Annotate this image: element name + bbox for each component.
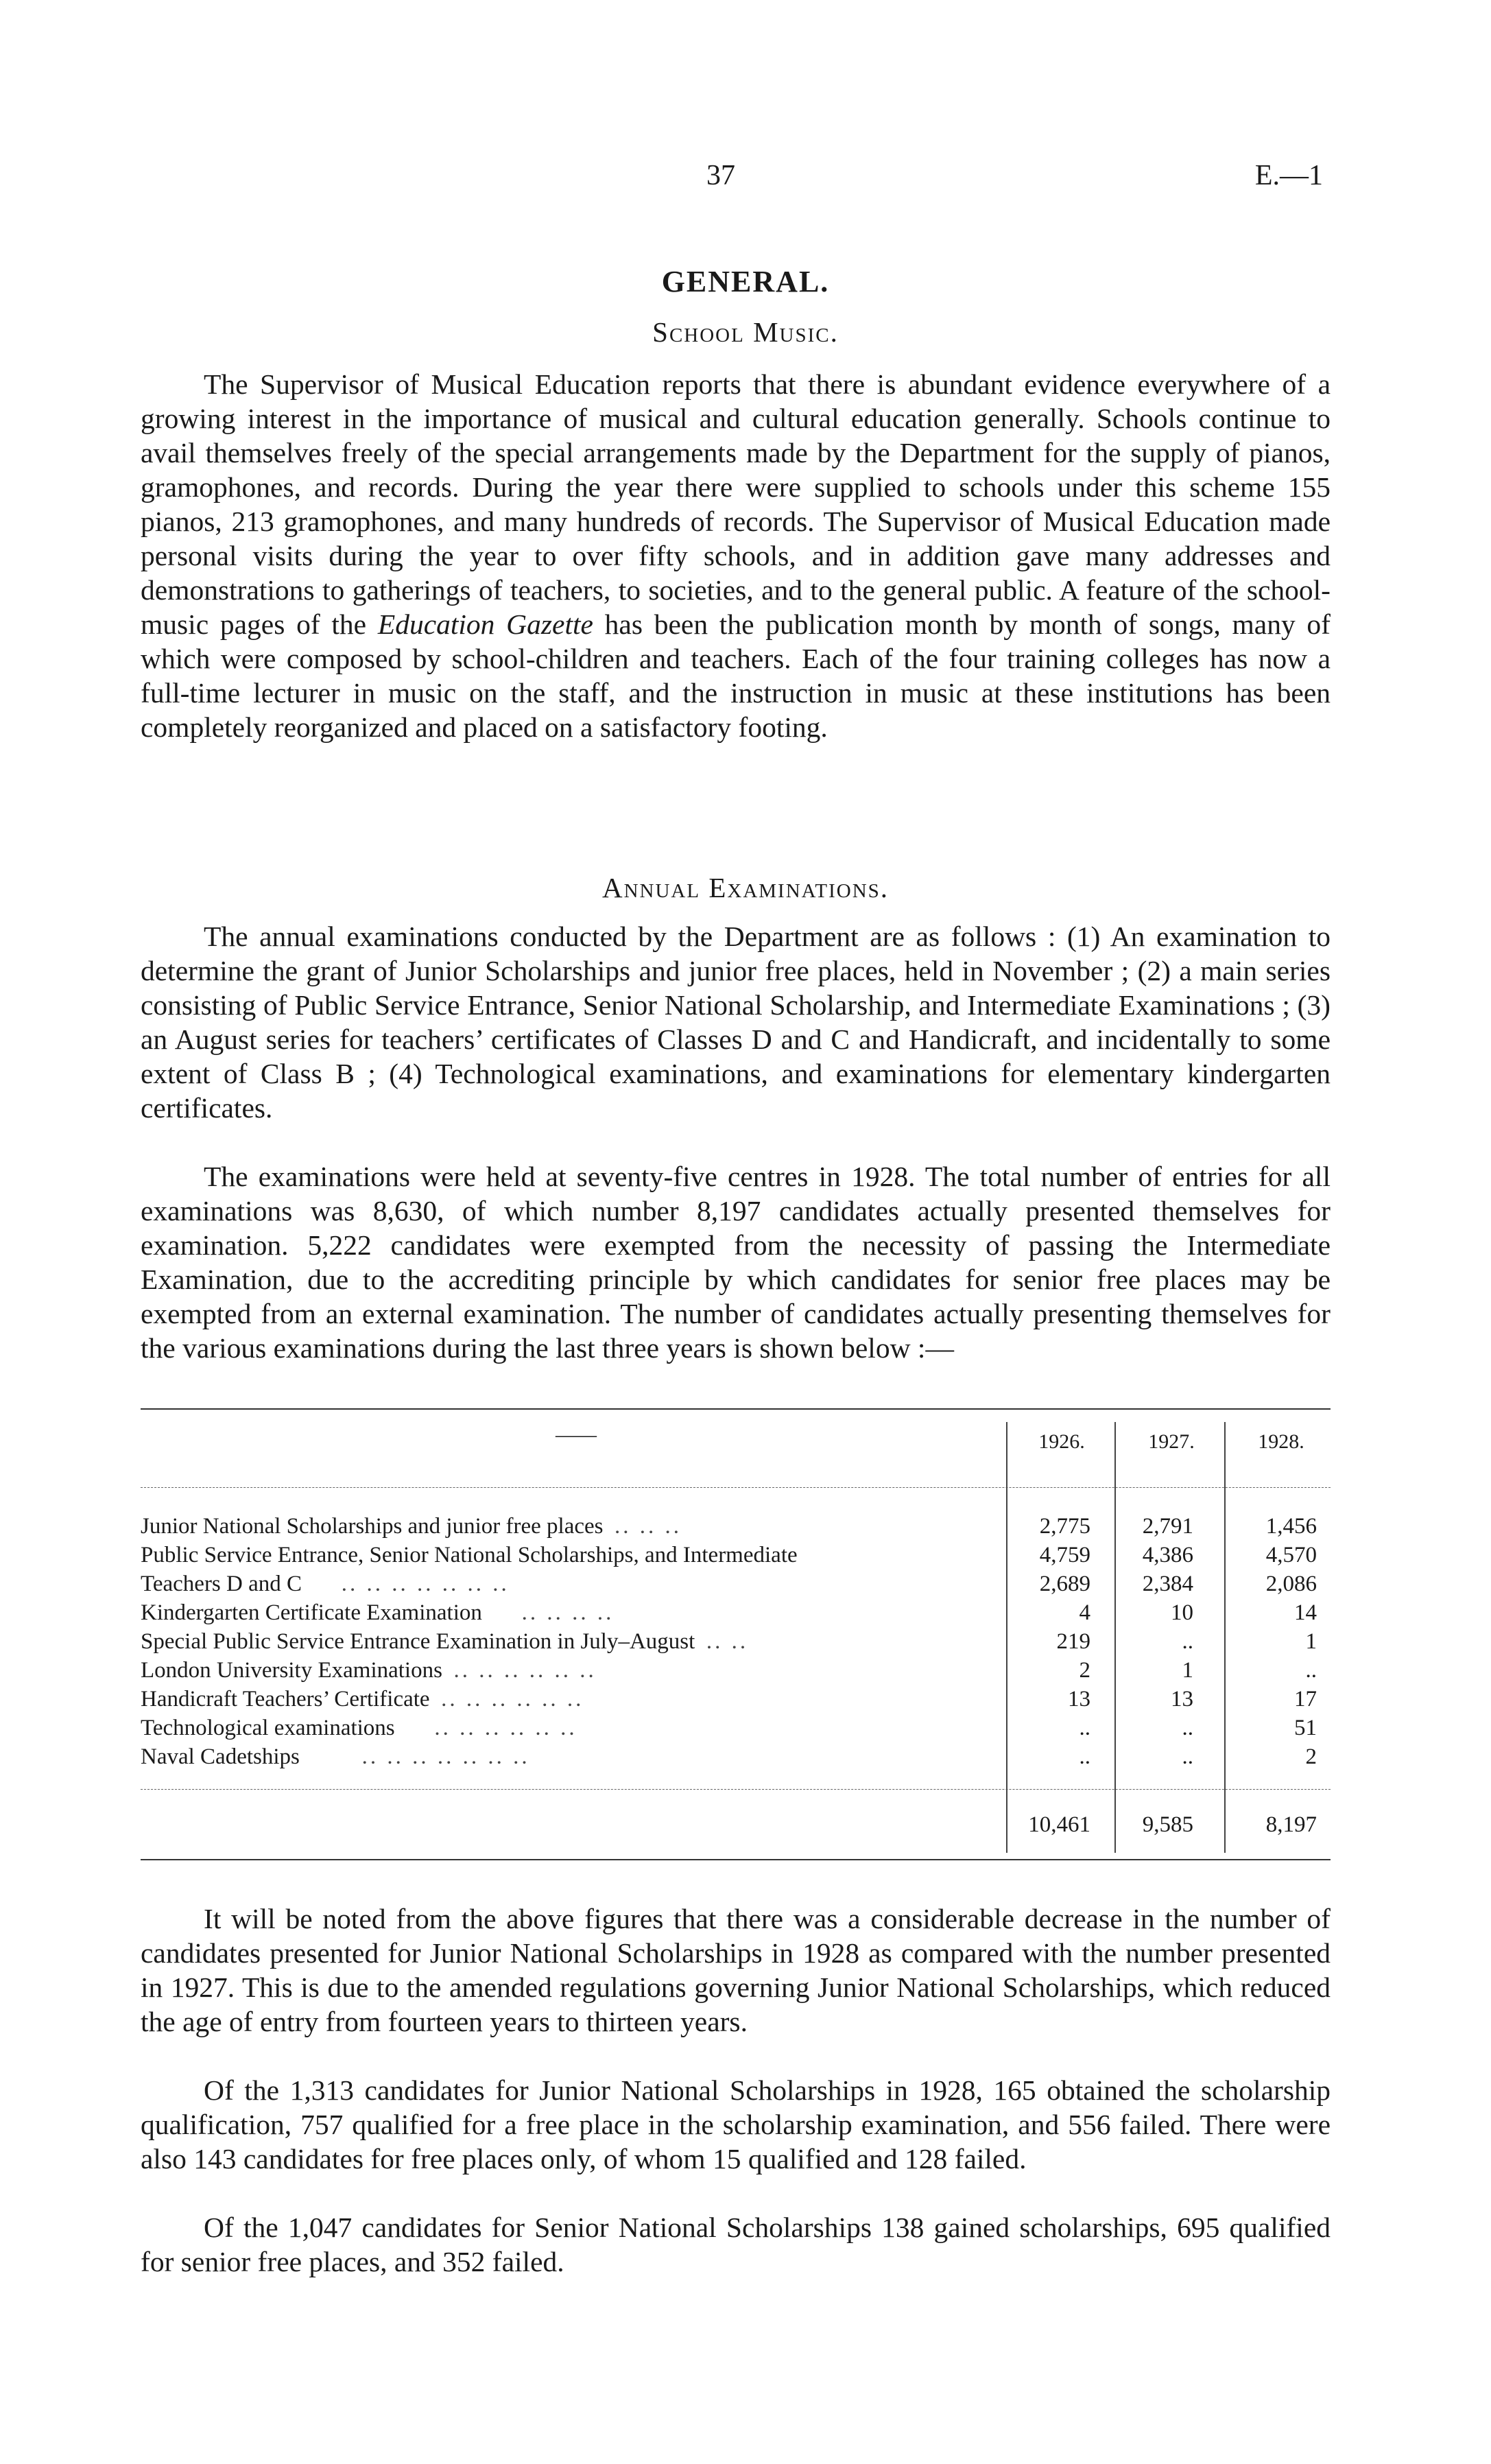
total-1926: 10,461 xyxy=(1028,1812,1090,1837)
value-1927: 13 xyxy=(1171,1687,1193,1711)
school-music-heading: School Music. xyxy=(652,316,839,348)
value-1926: .. xyxy=(1079,1744,1090,1769)
column-header-1926: 1926. xyxy=(1038,1430,1085,1453)
stub-header: —— xyxy=(556,1423,597,1446)
closing-paragraph-3: Of the 1,047 candidates for Senior National Scholarships 138 gained scholarships, 695 qualified for senior free places, and 352 failed. xyxy=(141,2212,1331,2277)
value-1928: 1 xyxy=(1305,1629,1317,1654)
value-1928: 4,570 xyxy=(1265,1543,1317,1567)
row-label: Naval Cadetships xyxy=(141,1744,300,1769)
value-1927: 2,384 xyxy=(1142,1572,1193,1596)
row-leader: .. .. xyxy=(706,1629,749,1654)
table-totals-rule xyxy=(141,1789,1331,1790)
page-number: 37 xyxy=(706,160,735,191)
value-1927: 2,791 xyxy=(1142,1514,1193,1539)
exam-paragraph-1: The annual examinations conducted by the Department are as follows : (1) An examination to determine the grant of Junior Scholarships and junior free places, held in November ; (2) a main series consisting of Public Service Entrance, Senior National Scholarship, and Intermediate Examinations ; (3) an August series for teachers’ certificates of Classes D and C and Handicraft, and incidentally to some extent of Class B ; (4) Technological examinations, and examinations for elementary kindergarten certificates. xyxy=(141,921,1331,1124)
school-music-text-2: has been the publication month by month of songs, many of which were composed by school-children and teachers. Each of the four training colleges has now a full-time lecturer in music on the staff, and the instruction in music at these institutions has been completely reorganized and placed on a satisfactory footing. xyxy=(141,608,1331,743)
value-1927: .. xyxy=(1182,1744,1193,1769)
row-label: Junior National Scholarships and junior free places xyxy=(141,1514,604,1539)
value-1927: 4,386 xyxy=(1142,1543,1193,1567)
table-row xyxy=(141,1600,1331,1626)
closing-paragraph-1: It will be noted from the above figures that there was a considerable decrease in the number of candidates presented for Junior National Scholarships in 1928 as compared with the number presented in 1927. This is due to the amended regulations governing Junior National Scholarships, which reduced the age of entry from fourteen years to thirteen years. xyxy=(141,1903,1331,2037)
value-1926: 13 xyxy=(1068,1687,1090,1711)
page-title: GENERAL. xyxy=(661,265,830,298)
table-row xyxy=(141,1657,1331,1683)
value-1928: 14 xyxy=(1294,1600,1317,1625)
table-row xyxy=(141,1686,1331,1712)
row-leader: .. .. .. .. .. .. xyxy=(441,1687,584,1711)
row-label: Public Service Entrance, Senior National Scholarships, and Intermediate xyxy=(141,1543,798,1567)
value-1926: 2,775 xyxy=(1039,1514,1090,1539)
row-leader: .. .. .. xyxy=(615,1514,682,1539)
value-1928: 2 xyxy=(1305,1744,1317,1769)
value-1927: 10 xyxy=(1171,1600,1193,1625)
row-label: London University Examinations xyxy=(141,1658,442,1683)
table-header-rule xyxy=(141,1487,1331,1488)
row-leader: .. .. .. .. .. .. .. xyxy=(341,1572,510,1596)
education-gazette-title: Education Gazette xyxy=(377,608,593,640)
value-1926: .. xyxy=(1079,1716,1090,1740)
table-row xyxy=(141,1542,1331,1568)
value-1928: 2,086 xyxy=(1265,1572,1317,1596)
row-label: Kindergarten Certificate Examination xyxy=(141,1600,482,1625)
table-row xyxy=(141,1513,1331,1539)
value-1928: .. xyxy=(1305,1658,1317,1683)
value-1926: 2,689 xyxy=(1039,1572,1090,1596)
table-row xyxy=(141,1571,1331,1597)
series-code: E.—1 xyxy=(1254,160,1323,191)
value-1926: 4 xyxy=(1079,1600,1090,1625)
value-1926: 4,759 xyxy=(1039,1543,1090,1567)
table-row xyxy=(141,1715,1331,1741)
row-leader: .. .. .. .. .. .. .. xyxy=(361,1744,530,1769)
value-1926: 219 xyxy=(1056,1629,1090,1654)
value-1927: .. xyxy=(1182,1716,1193,1740)
row-label: Technological examinations xyxy=(141,1716,395,1740)
examination-table xyxy=(141,1408,1331,1875)
closing-paragraph-2: Of the 1,313 candidates for Junior National Scholarships in 1928, 165 obtained the scholarship qualification, 757 qualified for a free place in the scholarship examination, and 556 failed. There were also 143 candidates for free places only, of whom 15 qualified and 128 failed. xyxy=(141,2074,1331,2175)
annual-examinations-heading: Annual Examinations. xyxy=(601,872,890,903)
table-bottom-rule xyxy=(141,1859,1331,1860)
total-1928: 8,197 xyxy=(1265,1812,1317,1837)
value-1927: .. xyxy=(1182,1629,1193,1654)
row-leader: .. .. .. .. .. .. xyxy=(453,1658,597,1683)
value-1928: 51 xyxy=(1294,1716,1317,1740)
exam-paragraph-2: The examinations were held at seventy-five centres in 1928. The total number of entries for all examinations was 8,630, of which number 8,197 candidates actually presented themselves for examination. 5,222 candidates were exempted from the necessity of passing the Intermediate Examination, due to the accrediting principle by which candidates for senior free places may be exempted from an external examination. The number of candidates actually presenting themselves for the various examinations during the last three years is shown below :— xyxy=(141,1161,1331,1364)
value-1928: 17 xyxy=(1294,1687,1317,1711)
value-1928: 1,456 xyxy=(1265,1514,1317,1539)
row-leader: .. .. .. .. xyxy=(521,1600,615,1625)
table-top-rule xyxy=(141,1408,1331,1410)
totals-row xyxy=(141,1812,1331,1838)
column-header-1927: 1927. xyxy=(1148,1430,1195,1453)
table-row xyxy=(141,1628,1331,1655)
value-1927: 1 xyxy=(1182,1658,1193,1683)
total-1927: 9,585 xyxy=(1142,1812,1193,1837)
column-header-1928: 1928. xyxy=(1258,1430,1304,1453)
table-row xyxy=(141,1744,1331,1770)
row-leader: .. .. .. .. .. .. xyxy=(434,1716,577,1740)
school-music-text-1: The Supervisor of Musical Education reports that there is abundant evidence everywhere of a growing interest in the importance of musical and cultural education generally. Schools continue to avail themselves freely of the special arrangements made by the Department for the supply of pianos, gramophones, and records. During the year there were supplied to schools under this scheme 155 pianos, 213 gramophones, and many hundreds of records. The Supervisor of Musical Education made personal visits during the year to over fifty schools, and in addition gave many addresses and demonstrations to gatherings of teachers, to societies, and to the general public. A feature of the school-music pages of the xyxy=(141,368,1331,640)
row-label: Teachers D and C xyxy=(141,1572,302,1596)
school-music-paragraph xyxy=(141,367,1331,744)
row-label: Handicraft Teachers’ Certificate xyxy=(141,1687,430,1711)
row-label: Special Public Service Entrance Examination in July–August xyxy=(141,1629,695,1654)
page-header xyxy=(0,159,1491,200)
value-1926: 2 xyxy=(1079,1658,1090,1683)
